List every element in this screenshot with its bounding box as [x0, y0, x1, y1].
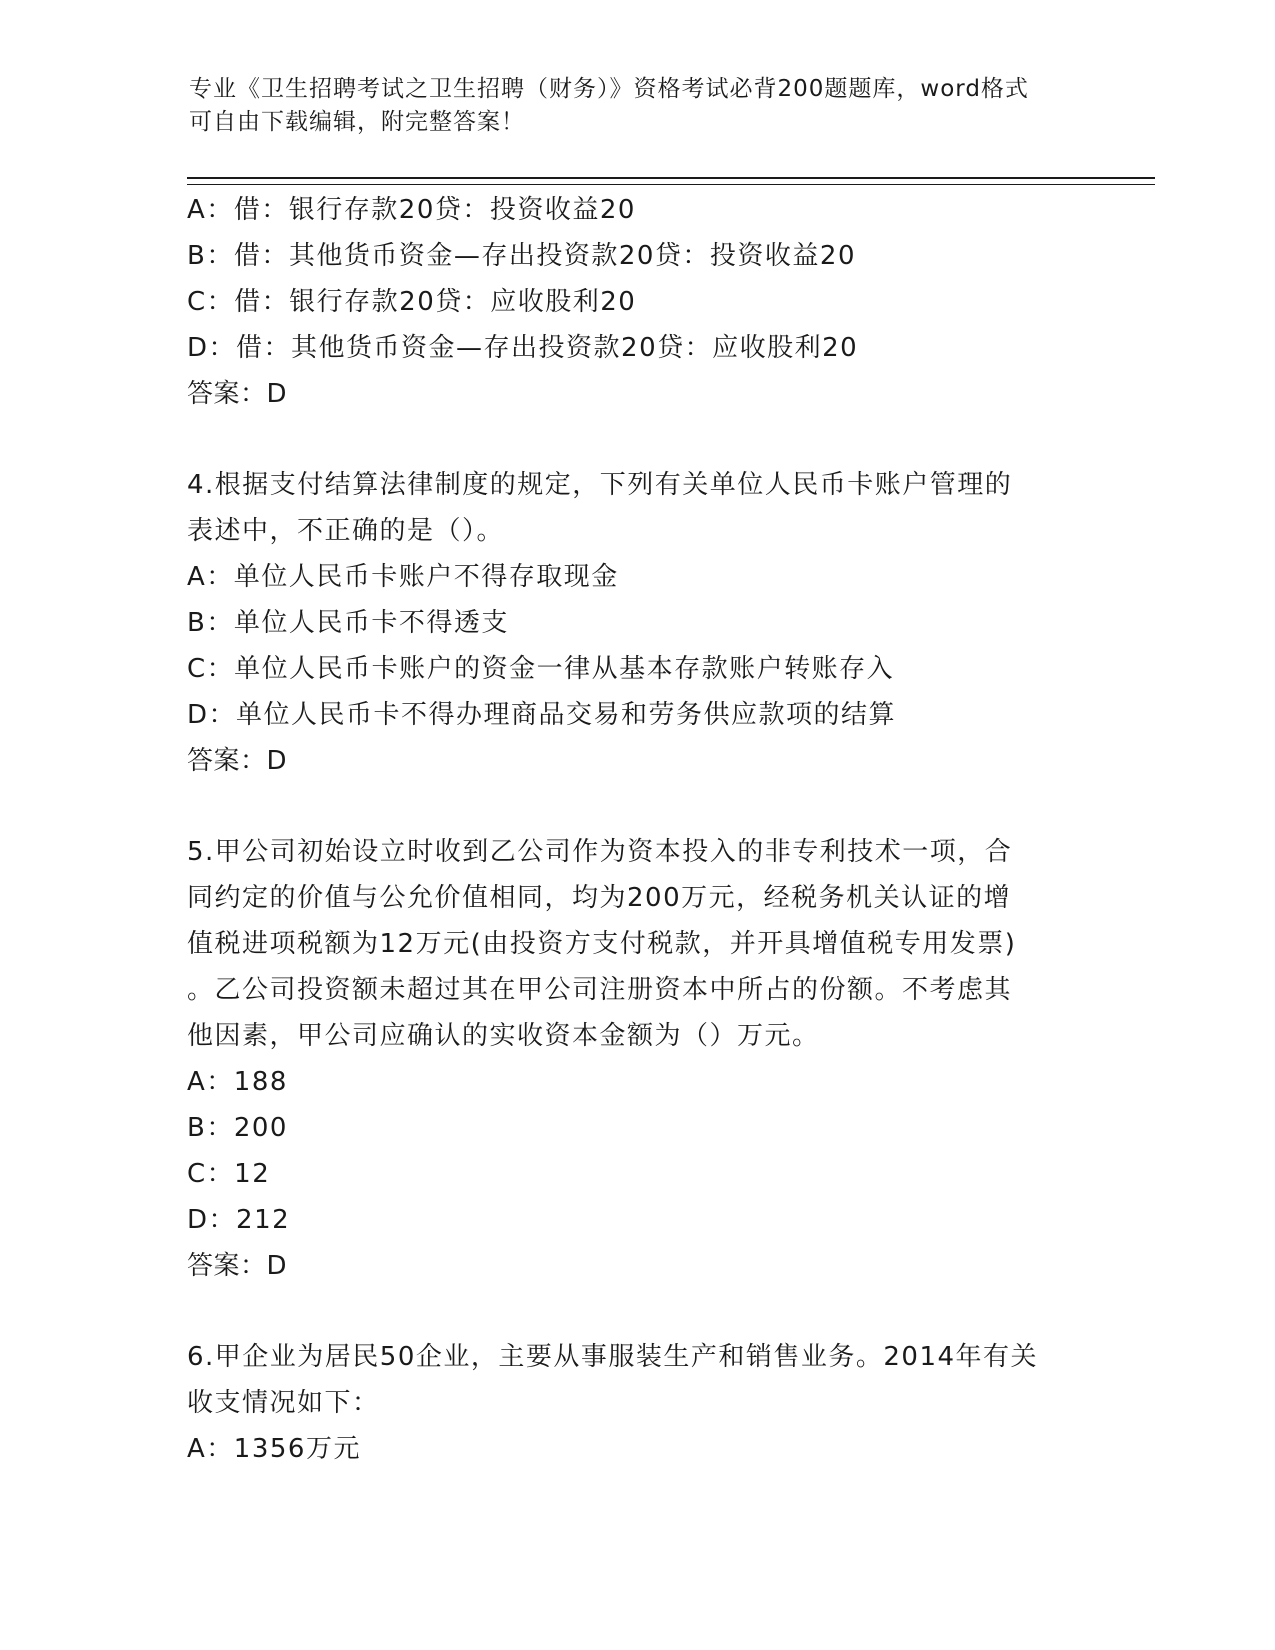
option-a: A：借：银行存款20贷：投资收益20: [187, 195, 636, 225]
option-d: D：单位人民币卡不得办理商品交易和劳务供应款项的结算: [187, 700, 897, 730]
option-c: C：12: [187, 1159, 271, 1189]
question-stem-line: 收支情况如下：: [187, 1388, 380, 1418]
question-stem-line: 。乙公司投资额未超过其在甲公司注册资本中所占的份额。不考虑其: [187, 975, 1013, 1005]
option-b: B：借：其他货币资金—存出投资款20贷：投资收益20: [187, 241, 857, 271]
option-a: A：1356万元: [187, 1434, 361, 1464]
question-stem-line: 同约定的价值与公允价值相同，均为200万元，经税务机关认证的增: [187, 883, 1012, 913]
option-a: A：188: [187, 1067, 288, 1097]
answer-line: 答案：D: [187, 746, 288, 776]
option-a: A：单位人民币卡账户不得存取现金: [187, 562, 619, 592]
document-body: [187, 187, 1087, 1472]
question-4: [187, 462, 1087, 784]
header-divider-thin: [187, 184, 1155, 185]
question-5: [187, 829, 1087, 1289]
answer-line: 答案：D: [187, 379, 288, 409]
option-b: B：单位人民币卡不得透支: [187, 608, 509, 638]
question-stem-line: 4.根据支付结算法律制度的规定，下列有关单位人民币卡账户管理的: [187, 470, 1013, 500]
option-d: D：212: [187, 1205, 291, 1235]
option-b: B：200: [187, 1113, 288, 1143]
question-3: [187, 187, 1087, 417]
option-c: C：单位人民币卡账户的资金一律从基本存款账户转账存入: [187, 654, 895, 684]
spacer: [187, 784, 1087, 829]
spacer: [187, 417, 1087, 462]
header-title-line-1: 专业《卫生招聘考试之卫生招聘（财务）》资格考试必背200题题库，word格式: [189, 76, 1029, 102]
question-stem-line: 6.甲企业为居民50企业，主要从事服装生产和销售业务。2014年有关: [187, 1342, 1039, 1372]
option-c: C：借：银行存款20贷：应收股利20: [187, 287, 637, 317]
question-6: [187, 1334, 1087, 1472]
question-stem-line: 值税进项税额为12万元(由投资方支付税款，并开具增值税专用发票): [187, 929, 1017, 959]
answer-line: 答案：D: [187, 1251, 288, 1281]
question-stem-line: 表述中，不正确的是（）。: [187, 516, 505, 546]
option-d: D：借：其他货币资金—存出投资款20贷：应收股利20: [187, 333, 859, 363]
question-stem-line: 5.甲公司初始设立时收到乙公司作为资本投入的非专利技术一项，合: [187, 837, 1013, 867]
question-stem-line: 他因素，甲公司应确认的实收资本金额为（）万元。: [187, 1021, 820, 1051]
document-header: [189, 73, 1089, 139]
header-divider-thick: [187, 177, 1155, 179]
spacer: [187, 1289, 1087, 1334]
header-title-line-2: 可自由下载编辑，附完整答案！: [189, 109, 525, 135]
